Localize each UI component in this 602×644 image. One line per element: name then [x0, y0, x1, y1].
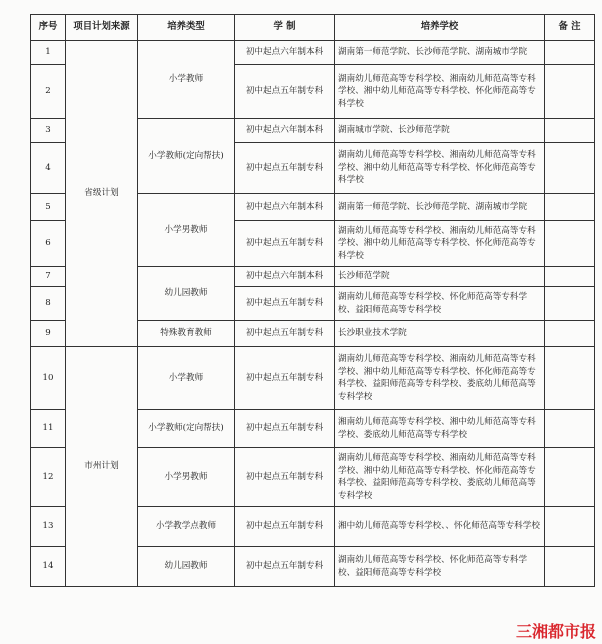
system-cell: 初中起点五年制专科 [235, 287, 335, 321]
type-cell: 小学男教师 [138, 194, 235, 267]
remark-cell [545, 287, 595, 321]
seq-cell: 13 [31, 507, 66, 547]
seq-cell: 9 [31, 321, 66, 347]
source-cell: 市州计划 [66, 347, 138, 587]
system-cell: 初中起点六年制本科 [235, 194, 335, 221]
header-remark: 备 注 [545, 15, 595, 41]
remark-cell [545, 267, 595, 287]
remark-cell [545, 507, 595, 547]
header-row [31, 15, 595, 41]
system-cell: 初中起点六年制本科 [235, 41, 335, 65]
table-row [31, 41, 595, 65]
school-cell: 湘南幼儿师范高等专科学校、湘中幼儿师范高等专科学校、娄底幼儿师范高等专科学校 [335, 410, 545, 448]
enrollment-plan-table [30, 14, 595, 587]
seq-cell: 10 [31, 347, 66, 410]
system-cell: 初中起点五年制专科 [235, 321, 335, 347]
header-source: 项目计划来源 [66, 15, 138, 41]
type-cell: 幼儿园教师 [138, 267, 235, 321]
school-cell: 湖南幼儿师范高等专科学校、湘南幼儿师范高等专科学校、湘中幼儿师范高等专科学校、怀化师范高等专科学校、益阳师范高等专科学校、娄底幼儿师范高等专科学校 [335, 448, 545, 507]
seq-cell: 1 [31, 41, 66, 65]
type-cell: 特殊教育教师 [138, 321, 235, 347]
seq-cell: 14 [31, 547, 66, 587]
header-school: 培养学校 [335, 15, 545, 41]
system-cell: 初中起点五年制专科 [235, 221, 335, 267]
remark-cell [545, 547, 595, 587]
seq-cell: 4 [31, 143, 66, 194]
school-cell: 湖南第一师范学院、长沙师范学院、湖南城市学院 [335, 194, 545, 221]
type-cell: 幼儿园教师 [138, 547, 235, 587]
school-cell: 湖南幼儿师范高等专科学校、怀化师范高等专科学校、益阳师范高等专科学校 [335, 287, 545, 321]
remark-cell [545, 321, 595, 347]
source-cell: 省级计划 [66, 41, 138, 347]
seq-cell: 7 [31, 267, 66, 287]
type-cell: 小学教师(定向帮扶) [138, 410, 235, 448]
type-cell: 小学教师 [138, 347, 235, 410]
seq-cell: 11 [31, 410, 66, 448]
system-cell: 初中起点五年制专科 [235, 448, 335, 507]
school-cell: 湘中幼儿师范高等专科学校、、怀化师范高等专科学校 [335, 507, 545, 547]
remark-cell [545, 143, 595, 194]
type-cell: 小学教师 [138, 41, 235, 119]
school-cell: 湖南幼儿师范高等专科学校、湘南幼儿师范高等专科学校、湘中幼儿师范高等专科学校、怀化师范高等专科学校、益阳师范高等专科学校、娄底幼儿师范高等专科学校 [335, 347, 545, 410]
header-system: 学 制 [235, 15, 335, 41]
system-cell: 初中起点五年制专科 [235, 410, 335, 448]
remark-cell [545, 194, 595, 221]
seq-cell: 8 [31, 287, 66, 321]
remark-cell [545, 221, 595, 267]
school-cell: 湖南幼儿师范高等专科学校、湘南幼儿师范高等专科学校、湘中幼儿师范高等专科学校、怀化师范高等专科学校 [335, 221, 545, 267]
school-cell: 湖南幼儿师范高等专科学校、怀化师范高等专科学校、益阳师范高等专科学校 [335, 547, 545, 587]
school-cell: 长沙师范学院 [335, 267, 545, 287]
system-cell: 初中起点五年制专科 [235, 507, 335, 547]
seq-cell: 3 [31, 119, 66, 143]
school-cell: 湖南幼儿师范高等专科学校、湘南幼儿师范高等专科学校、湘中幼儿师范高等专科学校、怀化师范高等专科学校 [335, 65, 545, 119]
school-cell: 湖南第一师范学院、长沙师范学院、湖南城市学院 [335, 41, 545, 65]
table-row [31, 347, 595, 410]
seq-cell: 2 [31, 65, 66, 119]
system-cell: 初中起点五年制专科 [235, 143, 335, 194]
newspaper-watermark: 三湘都市报 [515, 622, 596, 641]
remark-cell [545, 410, 595, 448]
remark-cell [545, 448, 595, 507]
system-cell: 初中起点五年制专科 [235, 547, 335, 587]
remark-cell [545, 65, 595, 119]
remark-cell [545, 119, 595, 143]
header-seq: 序号 [31, 15, 66, 41]
school-cell: 湖南城市学院、长沙师范学院 [335, 119, 545, 143]
remark-cell [545, 347, 595, 410]
type-cell: 小学教师(定向帮扶) [138, 119, 235, 194]
system-cell: 初中起点六年制本科 [235, 267, 335, 287]
seq-cell: 6 [31, 221, 66, 267]
remark-cell [545, 41, 595, 65]
seq-cell: 5 [31, 194, 66, 221]
type-cell: 小学男教师 [138, 448, 235, 507]
school-cell: 长沙职业技术学院 [335, 321, 545, 347]
system-cell: 初中起点五年制专科 [235, 65, 335, 119]
type-cell: 小学教学点教师 [138, 507, 235, 547]
seq-cell: 12 [31, 448, 66, 507]
school-cell: 湖南幼儿师范高等专科学校、湘南幼儿师范高等专科学校、湘中幼儿师范高等专科学校、怀化师范高等专科学校 [335, 143, 545, 194]
header-type: 培养类型 [138, 15, 235, 41]
system-cell: 初中起点五年制专科 [235, 347, 335, 410]
system-cell: 初中起点六年制本科 [235, 119, 335, 143]
